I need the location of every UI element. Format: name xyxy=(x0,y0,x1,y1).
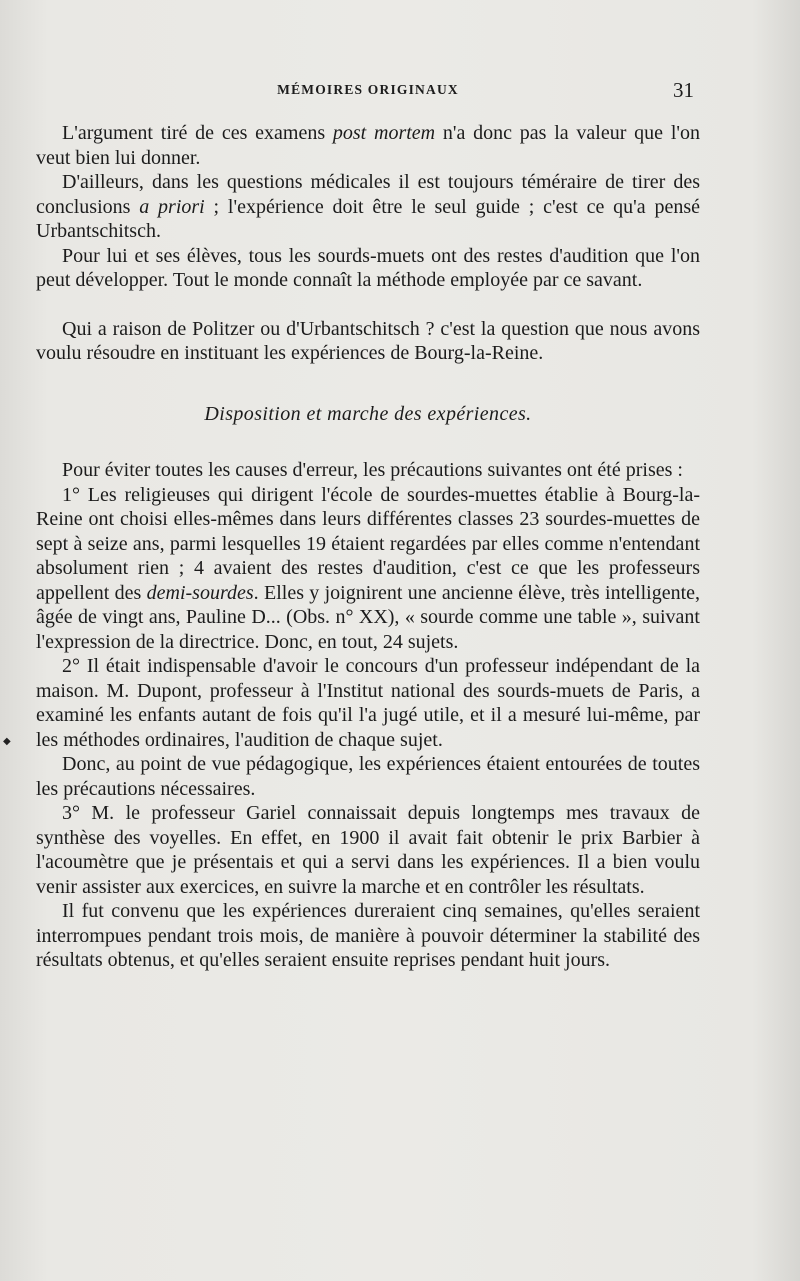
paragraph-precautions-intro: Pour éviter toutes les causes d'erreur, les précautions suivantes ont été prises : xyxy=(62,459,683,481)
running-head xyxy=(36,78,700,104)
text-run: L'argument tiré de ces examens xyxy=(62,122,333,144)
body-text xyxy=(36,121,700,973)
margin-mark-icon: ◆ xyxy=(3,736,11,747)
paragraph-point-1 xyxy=(36,483,700,655)
italic-term: demi-sourdes xyxy=(146,581,254,604)
section-heading: Disposition et marche des expériences. xyxy=(204,402,532,425)
text-run: 1° Les religieuses qui dirigent l'école de sourdes-muettes établie à Bourg-la-Reine ont choisi elles-mêmes dans leurs différentes classes 23 sourdes-muettes de sept à seize ans, parmi lesquelles 19 étaient regardées par elles comme n'entendant absolument rien ; 4 avaient des restes d'audition, c'est ce que les professeurs appellent des xyxy=(36,483,700,604)
page-number: 31 xyxy=(673,78,694,102)
text-run: D'ailleurs, dans les questions médicales il est toujours téméraire de tirer des conclusions xyxy=(36,171,700,218)
spacer xyxy=(36,293,700,317)
paragraph-post-mortem xyxy=(36,121,700,170)
running-title: MÉMOIRES ORIGINAUX xyxy=(277,82,459,97)
paragraph-schedule: Il fut convenu que les expériences dureraient cinq semaines, qu'elles seraient interrompues pendant trois mois, de manière à pouvoir déterminer la stabilité des résultats obtenus, et qu'elles seraient ensuite reprises pendant huit jours. xyxy=(36,900,700,971)
text-run: . Elles y joignirent une ancienne élève, très intelligente, âgée de vingt ans, Pauline D... (Obs. n° XX), « sourde comme une table », suivant l'expression de la directrice. Donc, en tout, 24 sujets. xyxy=(36,581,700,653)
italic-term: post mortem xyxy=(332,122,436,144)
paragraph-point-3: 3° M. le professeur Gariel connaissait depuis longtemps mes travaux de synthèse des voyelles. En effet, en 1900 il avait fait obtenir le prix Barbier à l'acoumètre que je présentais et qui a servi dans les expériences. Il a bien voulu venir assister aux exercices, en suivre la marche et en contrôler les résultats. xyxy=(36,802,700,898)
paragraph-urbantschitsch-method: Pour lui et ses élèves, tous les sourds-muets ont des restes d'audition que l'on peut développer. Tout le monde connaît la méthode employée par ce savant. xyxy=(36,244,700,291)
spacer xyxy=(36,366,700,402)
text-run: n'a donc pas la valeur que l'on veut bien lui donner. xyxy=(36,122,700,169)
paragraph-point-2: 2° Il était indispensable d'avoir le concours d'un professeur indépendant de la maison. M. Dupont, professeur à l'Institut national des sourds-muets de Paris, a examiné les enfants autant de fois qu'il l'a jugé utile, et il a mesuré lui-même, par les méthodes ordinaires, l'audition de chaque sujet. xyxy=(36,655,700,751)
text-run: ; l'expérience doit être le seul guide ; c'est ce qu'a pensé Urbantschitsch. xyxy=(36,195,700,242)
paragraph-pedagogy: Donc, au point de vue pédagogique, les expériences étaient entourées de toutes les précautions nécessaires. xyxy=(36,753,700,800)
italic-term: a priori xyxy=(139,195,205,218)
paragraph-question: Qui a raison de Politzer ou d'Urbantschitsch ? c'est la question que nous avons voulu résoudre en instituant les expériences de Bourg-la-Reine. xyxy=(36,317,700,364)
spacer xyxy=(36,426,700,458)
paragraph-a-priori xyxy=(36,170,700,244)
